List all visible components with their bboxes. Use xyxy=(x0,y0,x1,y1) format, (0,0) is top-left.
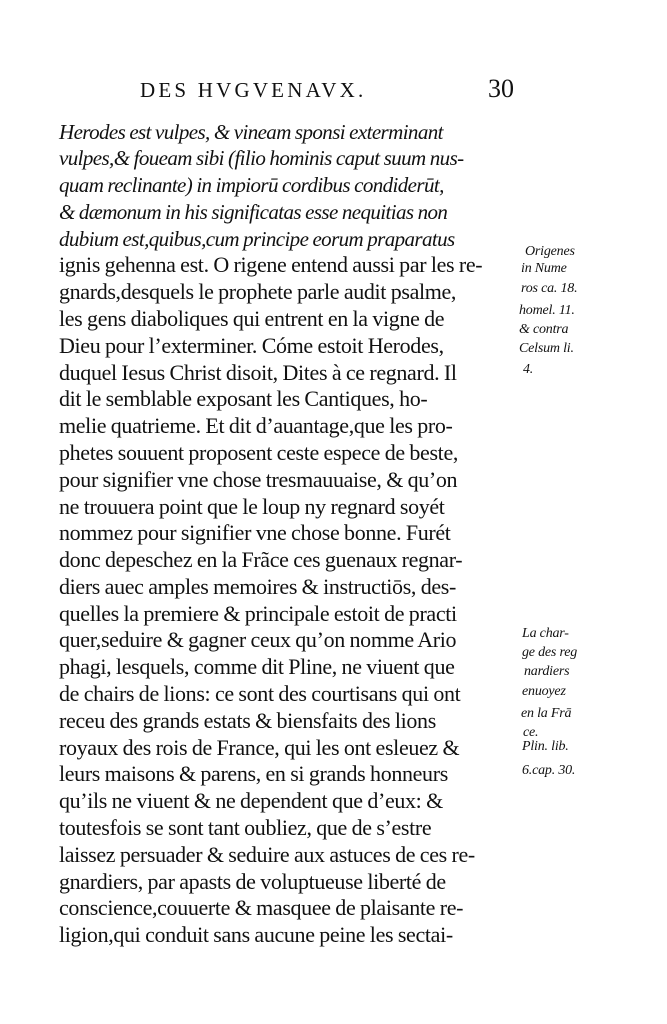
margin-note-line: Celsum li. xyxy=(519,341,574,356)
margin-note-line: 6.cap. 30. xyxy=(522,763,576,778)
body-line: melie quatrieme. Et dit d’auantage,que les pro- xyxy=(59,413,453,438)
body-line: quam reclinante) in impiorū cordibus condiderūt, xyxy=(59,173,444,197)
margin-note-line: homel. 11. xyxy=(519,303,575,318)
body-line: ignis gehenna est. O rigene entend aussi par les re- xyxy=(59,252,483,277)
margin-note-line: ros ca. 18. xyxy=(521,281,578,296)
body-line: dubium est,quibus,cum principe eorum praparatus xyxy=(59,227,455,251)
margin-note-line: enuoyez xyxy=(522,684,566,699)
body-line: ne trouuera point que le loup ny regnard soyét xyxy=(59,494,445,519)
body-line: pour signifier vne chose tresmauuaise, & qu’on xyxy=(59,467,458,492)
margin-note-line: 4. xyxy=(523,362,534,377)
margin-note-line: Plin. lib. xyxy=(522,739,569,754)
body-line: donc depeschez en la Frãce ces guenaux regnar- xyxy=(59,547,463,572)
body-line: ligion,qui conduit sans aucune peine les sectai- xyxy=(59,922,453,947)
body-line: leurs maisons & parens, en si grands honneurs xyxy=(59,761,448,786)
page-number: 30 xyxy=(488,74,514,103)
margin-note-line: ce. xyxy=(523,725,539,740)
body-line: nommez pour signifier vne chose bonne. Furét xyxy=(59,520,451,545)
body-line: vulpes,& foueam sibi (filio hominis caput suum nus- xyxy=(59,146,464,170)
body-line: laissez persuader & seduire aux astuces de ces re- xyxy=(59,842,475,867)
margin-note-line: nardiers xyxy=(524,664,570,679)
margin-note-line: Origenes xyxy=(525,244,575,259)
margin-note-line: La char- xyxy=(522,626,569,641)
body-line: royaux des rois de France, qui les ont esleuez & xyxy=(59,735,460,760)
body-line: diers auec amples memoires & instructiōs, des- xyxy=(59,574,456,599)
body-line: Herodes est vulpes, & vineam sponsi exterminant xyxy=(59,120,443,144)
body-line: Dieu pour l’exterminer. Cóme estoit Herodes, xyxy=(59,333,444,358)
body-line: quelles la premiere & principale estoit de practi xyxy=(59,601,457,626)
body-line: conscience,couuerte & masquee de plaisante re- xyxy=(59,895,464,920)
body-line: phetes souuent proposent ceste espece de beste, xyxy=(59,440,459,465)
body-line: gnardiers, par apasts de voluptueuse liberté de xyxy=(59,869,446,894)
body-line: duquel Iesus Christ disoit, Dites à ce regnard. Il xyxy=(59,360,457,385)
margin-note-line: en la Frā xyxy=(521,706,572,721)
body-line: receu des grands estats & biensfaits des lions xyxy=(59,708,436,733)
body-line: & dæmonum in his significatas esse nequitias non xyxy=(59,200,448,224)
body-line: dit le semblable exposant les Cantiques, ho- xyxy=(59,386,428,411)
margin-note-line: & contra xyxy=(519,322,569,337)
body-line: phagi, lesquels, comme dit Pline, ne viuent que xyxy=(59,654,455,679)
body-line: quer,seduire & gagner ceux qu’on nomme Ario xyxy=(59,627,457,652)
running-head: DES HVGVENAVX. xyxy=(140,78,367,102)
body-line: gnards,desquels le prophete parle audit psalme, xyxy=(59,279,457,304)
body-line: les gens diaboliques qui entrent en la vigne de xyxy=(59,306,445,331)
body-line: toutesfois se sont tant oubliez, que de s’estre xyxy=(59,815,432,840)
body-line: de chairs de lions: ce sont des courtisans qui ont xyxy=(59,681,461,706)
margin-note-line: in Nume xyxy=(521,261,567,276)
body-line: qu’ils ne viuent & ne dependent que d’eux: & xyxy=(59,788,443,813)
margin-note-line: ge des reg xyxy=(522,645,578,660)
